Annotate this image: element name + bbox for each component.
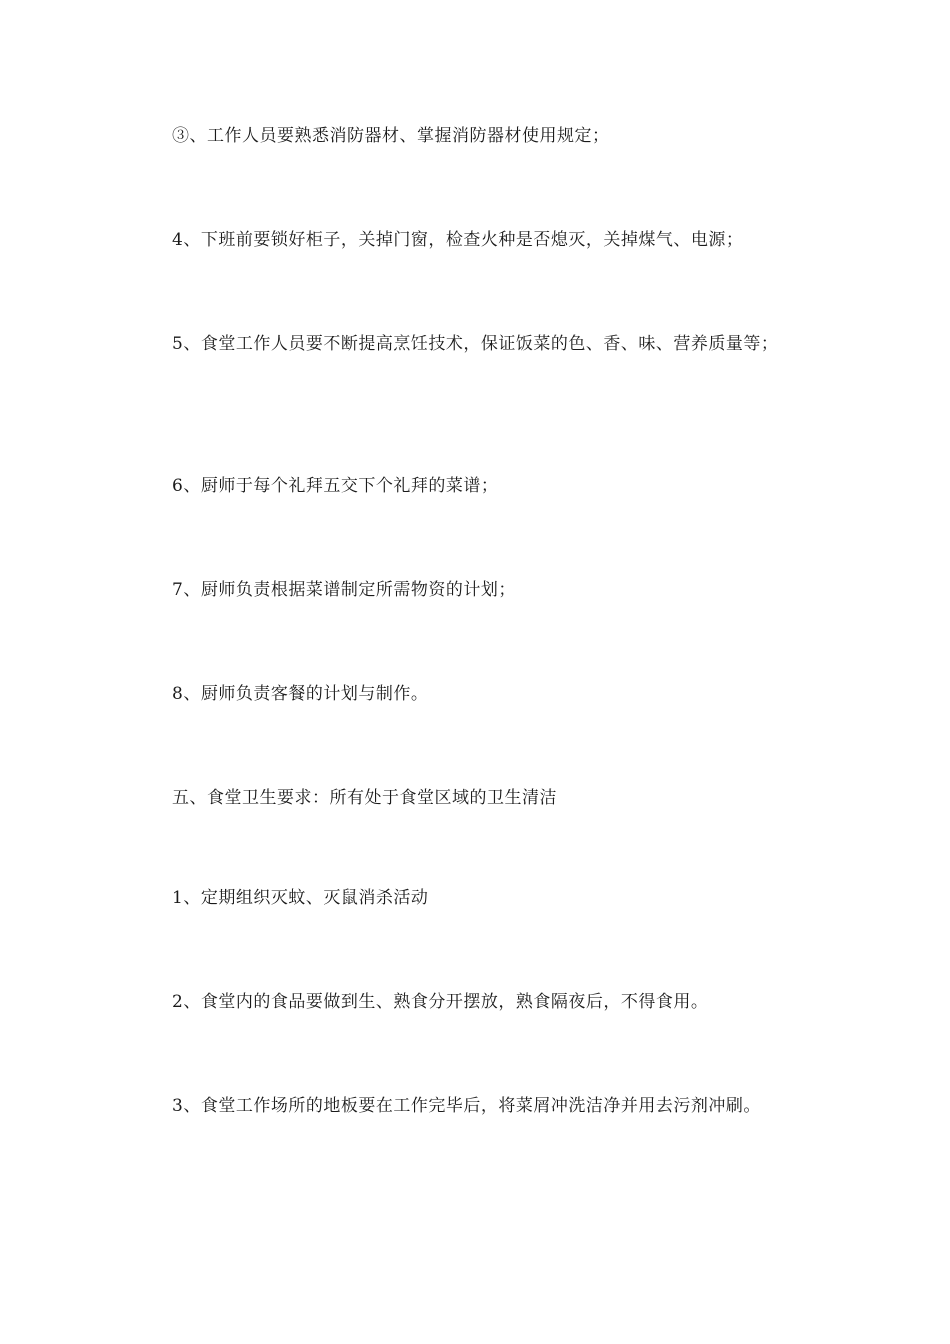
- section-heading-hygiene: 五、食堂卫生要求：所有处于食堂区域的卫生清洁: [172, 788, 557, 808]
- paragraph-fire-equipment: ③、工作人员要熟悉消防器材、掌握消防器材使用规定；: [172, 126, 610, 146]
- paragraph-pest-control: 1、定期组织灭蚊、灭鼠消杀活动: [172, 888, 429, 908]
- paragraph-food-separation: 2、食堂内的食品要做到生、熟食分开摆放，熟食隔夜后，不得食用。: [172, 992, 709, 1012]
- paragraph-weekly-menu: 6、厨师于每个礼拜五交下个礼拜的菜谱；: [172, 476, 499, 496]
- paragraph-floor-cleaning: 3、食堂工作场所的地板要在工作完毕后，将菜屑冲洗洁净并用去污剂冲刷。: [172, 1096, 761, 1116]
- paragraph-closing-checks: 4、下班前要锁好柜子，关掉门窗，检查火种是否熄灭，关掉煤气、电源；: [172, 230, 744, 250]
- paragraph-cooking-quality: 5、食堂工作人员要不断提高烹饪技术，保证饭菜的色、香、味、营养质量等；: [172, 334, 779, 354]
- paragraph-supply-plan: 7、厨师负责根据菜谱制定所需物资的计划；: [172, 580, 516, 600]
- paragraph-guest-meals: 8、厨师负责客餐的计划与制作。: [172, 684, 429, 704]
